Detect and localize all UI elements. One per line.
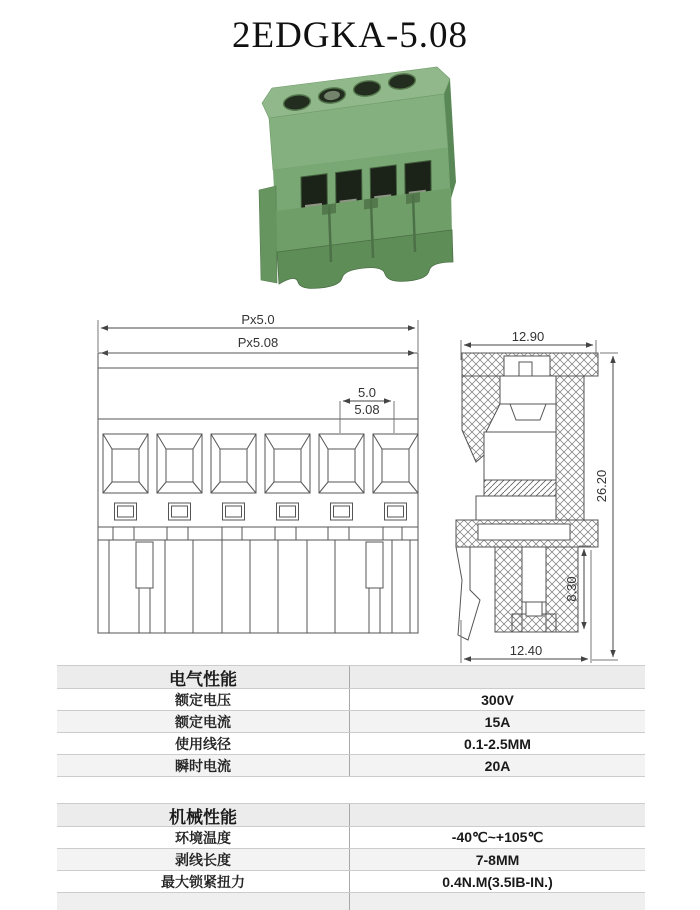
right-wall: [556, 376, 584, 520]
table-header-row: [57, 804, 645, 827]
wire-cavity: [484, 432, 556, 480]
empty-row: [57, 893, 645, 910]
table-row: [57, 755, 645, 777]
dim-label-5-08: 5.08: [354, 402, 380, 417]
dim-label-26-20: 26.20: [594, 469, 609, 503]
table-header: 机械性能: [169, 807, 237, 827]
dim-label-12-90: 12.90: [511, 329, 545, 344]
spec-label: 额定电压: [175, 691, 231, 708]
product-photo: [245, 58, 460, 296]
spec-label: 环境温度: [175, 829, 231, 846]
table-header-value-cell: [349, 666, 645, 688]
page-title: 2EDGKA-5.08: [231, 15, 469, 56]
side-view-drawing: [448, 320, 628, 668]
socket-openings: [103, 434, 418, 493]
table-header-row: [57, 666, 645, 689]
screw-slot: [519, 362, 532, 376]
spec-label: 使用线径: [175, 735, 231, 752]
mechanical-performance-table: [57, 803, 645, 910]
front-view-drawing: [88, 310, 433, 640]
spec-label: 剥线长度: [175, 851, 231, 868]
spec-value: 15A: [349, 711, 645, 732]
dim-label-5-0: 5.0: [357, 385, 377, 400]
latch-tail: [456, 547, 480, 640]
clamp-windows: [115, 503, 407, 520]
dim-label-px508: Px5.08: [237, 335, 279, 350]
dim-label-px50: Px5.0: [241, 312, 275, 327]
dim-label-12-40: 12.40: [509, 643, 543, 658]
spec-label: 最大锁紧扭力: [161, 873, 245, 890]
latch-slots: [136, 542, 383, 588]
screw-tip: [510, 404, 546, 420]
dim-label-8-30: 8.30: [564, 576, 579, 602]
clamp-floor: [484, 480, 556, 496]
table-row: [57, 827, 645, 849]
table-row: [57, 733, 645, 755]
table-row: [57, 849, 645, 871]
band-ticks: [113, 527, 402, 540]
pin-channel: [522, 547, 546, 602]
spec-label: 额定电流: [175, 713, 231, 730]
lower-left-wall: [259, 186, 277, 283]
table-row: [57, 711, 645, 733]
spec-label: 瞬时电流: [175, 757, 231, 774]
terminal-block-body: [259, 67, 456, 288]
pin-tip: [512, 614, 556, 632]
spec-value: 7-8MM: [349, 849, 645, 870]
spec-value: 20A: [349, 755, 645, 776]
table-header: 电气性能: [169, 669, 237, 689]
plug-slot-lines: [109, 540, 410, 633]
table-row: [57, 871, 645, 893]
table-row: [57, 689, 645, 711]
electrical-performance-table: [57, 665, 645, 777]
spec-value: 300V: [349, 689, 645, 710]
screw-shaft: [500, 376, 556, 404]
table-header-value-cell: [349, 804, 645, 826]
spec-value: 0.4N.M(3.5IB-IN.): [349, 871, 645, 892]
spec-value: 0.1-2.5MM: [349, 733, 645, 754]
spec-value: -40℃~+105℃: [349, 827, 645, 848]
